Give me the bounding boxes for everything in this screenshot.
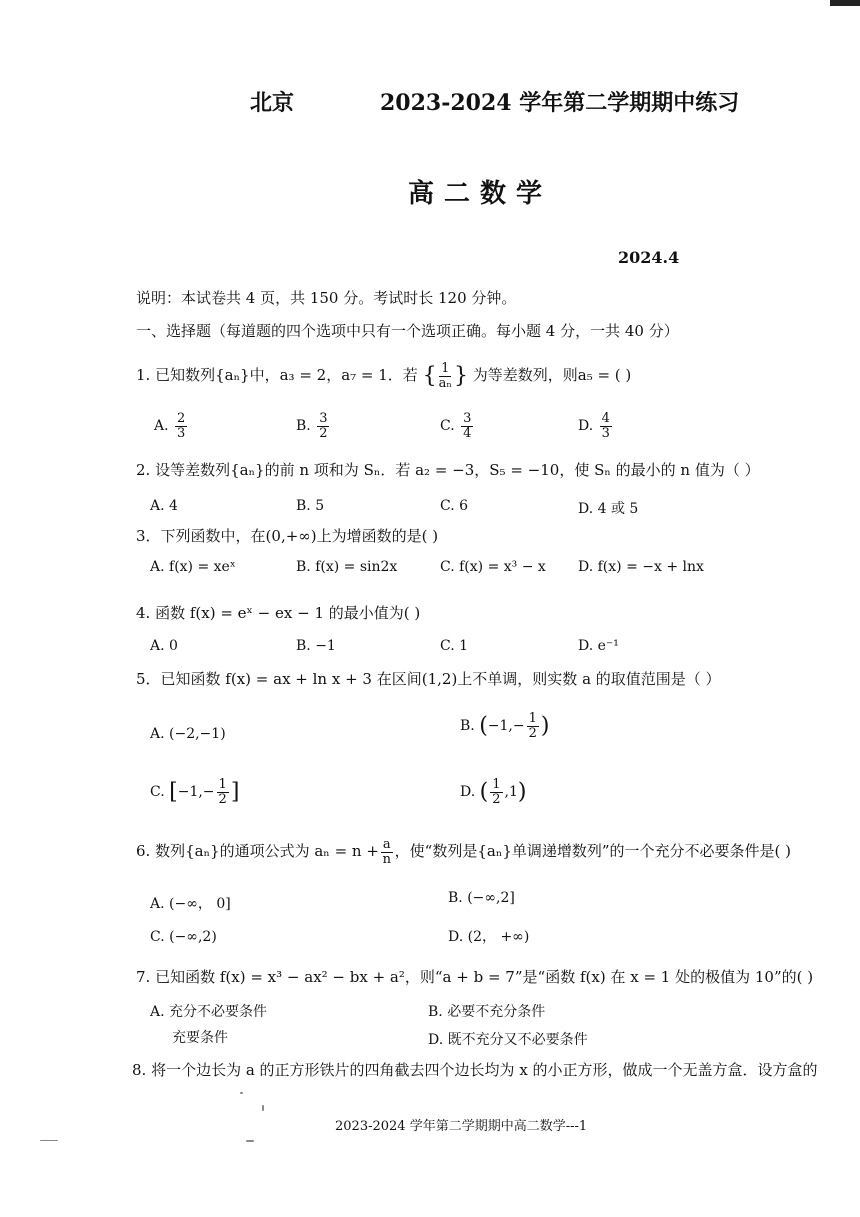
fraction-denominator: n [382,851,391,867]
fraction-denominator: 2 [528,725,537,741]
question-3-option-d: D. f(x) = −x + lnx [578,559,704,575]
option-label: D. [460,784,476,801]
fraction-numerator: 4 [601,411,610,426]
question-3-option-a: A. f(x) = xeˣ [150,559,236,575]
option-label: B. [460,718,475,735]
question-7-option-b: B. 必要不充分条件 [428,1004,546,1020]
exam-info: 说明：本试卷共 4 页，共 150 分。考试时长 120 分钟。 [136,289,517,307]
bracket-left: [ [169,779,178,805]
fraction-denominator: 4 [463,425,472,441]
option-label: A. [154,418,169,435]
fraction-numerator: 3 [463,411,472,426]
paren-right: ) [517,779,527,805]
question-2-option-b: B. 5 [296,498,325,514]
fraction [600,412,612,440]
question-1-option-d [578,412,614,440]
option-label: C. [150,784,165,801]
fraction-denominator: 2 [218,791,227,807]
question-1-text-a: 1. 已知数列{aₙ}中，a₃ = 2，a₇ = 1．若 [136,366,418,385]
question-5-option-b [460,712,550,740]
option-label: C. [440,418,455,435]
fraction [461,412,473,440]
question-3-stem: 3．下列函数中，在(0,+∞)上为增函数的是( ) [136,527,439,545]
fraction [317,412,329,440]
question-6-option-d: D. (2， +∞) [448,929,530,945]
interval-start: −1,− [177,784,215,801]
fraction-numerator: 1 [218,777,227,792]
question-6-text-b: ，使“数列是{aₙ}单调递增数列”的一个充分不必要条件是( ) [394,842,792,861]
section-heading: 一、选择题（每道题的四个选项中只有一个选项正确。每小题 4 分，一共 40 分） [136,322,679,340]
question-5-option-a: A. (−2,−1) [150,726,226,742]
fraction-denominator: aₙ [438,375,452,391]
fraction-denominator: 2 [492,791,501,807]
scan-speck [262,1105,264,1111]
question-8-stem: 8. 将一个边长为 a 的正方形铁片的四角截去四个边长均为 x 的小正方形，做成一个无盖方盒．设方盒的 [132,1061,818,1079]
question-6-text-a: 6. 数列{aₙ}的通项公式为 aₙ = n + [136,842,379,861]
question-1-option-c [440,412,475,440]
question-4-option-a: A. 0 [150,638,178,654]
fraction-denominator: 3 [601,425,610,441]
question-5-stem: 5．已知函数 f(x) = ax + ln x + 3 在区间(1,2)上不单调，则实数 a 的取值范围是（ ） [136,670,721,688]
brace-left: { [422,363,437,389]
question-7-option-c: 充要条件 [172,1030,228,1046]
paren-right: ) [540,713,550,739]
question-1-text-b: 为等差数列，则a₅ = ( ) [472,366,632,385]
question-2-stem: 2. 设等差数列{aₙ}的前 n 项和为 Sₙ．若 a₂ = −3，S₅ = −10，使 Sₙ 的最小的 n 值为（ ） [136,461,760,479]
question-1-option-a [154,412,189,440]
option-label: B. [296,418,311,435]
scan-speck [246,1140,254,1142]
question-1-option-b [296,412,331,440]
interval-start: −1,− [487,718,525,735]
question-1-stem [136,362,631,390]
question-7-stem: 7. 已知函数 f(x) = x³ − ax² − bx + a²，则“a + b = 7”是“函数 f(x) 在 x = 1 处的极值为 10”的( ) [136,968,814,986]
fraction [439,362,452,390]
fraction-numerator: 1 [441,361,450,376]
scan-speck [40,1140,58,1141]
question-5-option-c [150,778,239,806]
question-6-option-a: A. (−∞， 0] [150,896,231,912]
question-2-option-a: A. 4 [150,498,178,514]
paren-left: ( [479,779,489,805]
header-city: 北京 [250,90,295,116]
question-2-option-d: D. 4 或 5 [578,501,639,517]
fraction [175,412,187,440]
fraction-numerator: 2 [177,411,186,426]
fraction-numerator: 3 [319,411,328,426]
scan-speck [240,1092,243,1094]
question-2-option-c: C. 6 [440,498,469,514]
question-5-option-d [460,778,526,806]
question-7-option-a: A. 充分不必要条件 [150,1004,268,1020]
fraction [217,778,229,806]
question-3-option-c: C. f(x) = x³ − x [440,559,546,575]
page-footer: 2023-2024 学年第二学期期中高二数学---1 [335,1119,588,1134]
question-4-option-b: B. −1 [296,638,336,654]
fraction [490,778,502,806]
paren-left: ( [479,713,488,739]
exam-subject: 高二数学 [408,179,553,209]
fraction-numerator: a [382,837,391,852]
scan-mark [830,0,860,6]
question-4-stem: 4. 函数 f(x) = eˣ − ex − 1 的最小值为( ) [136,604,421,622]
fraction-numerator: 1 [528,711,537,726]
bracket-right: ] [230,779,240,805]
fraction-denominator: 3 [177,425,186,441]
fraction [527,712,539,740]
question-4-option-d: D. e⁻¹ [578,638,619,654]
question-6-option-b: B. (−∞,2] [448,890,515,906]
fraction-denominator: 2 [319,425,328,441]
question-7-option-d: D. 既不充分又不必要条件 [428,1032,588,1048]
question-6-stem [136,838,791,866]
question-3-option-b: B. f(x) = sin2x [296,559,398,575]
brace-right: } [453,363,468,389]
interval-end: ,1 [504,784,518,801]
fraction [381,838,393,866]
question-6-option-c: C. (−∞,2) [150,929,217,945]
fraction-numerator: 1 [492,777,501,792]
exam-date: 2024.4 [618,248,680,267]
option-label: D. [578,418,594,435]
question-4-option-c: C. 1 [440,638,469,654]
exam-title: 2023-2024 学年第二学期期中练习 [380,90,740,116]
